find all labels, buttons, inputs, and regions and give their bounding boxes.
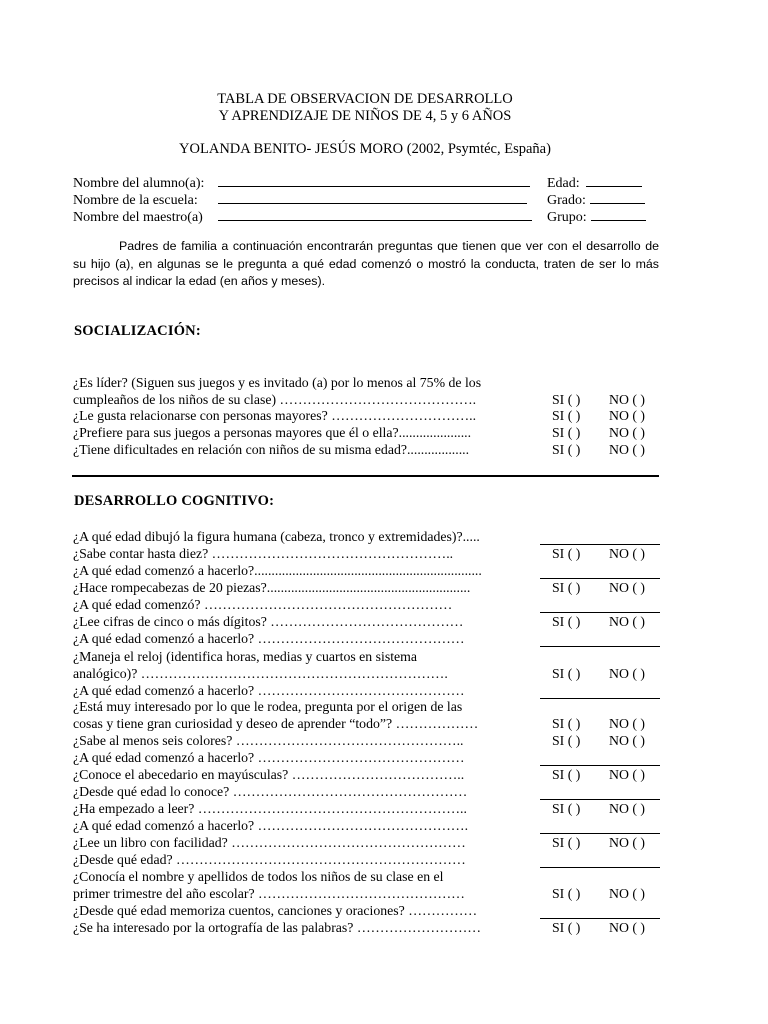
cog-21-si[interactable]: SI ( ) <box>552 920 581 935</box>
group-line[interactable] <box>591 220 646 221</box>
cog-answer-line[interactable] <box>540 698 660 699</box>
cog-question-6: ¿Lee cifras de cinco o más dígitos? …………………………………… <box>73 614 464 629</box>
cog-question-8b: analógico)? …………………………………………………………. <box>73 666 448 681</box>
cog-8-si[interactable]: SI ( ) <box>552 666 581 681</box>
cog-question-13: ¿Conoce el abecedario en mayúsculas? ……………………………….. <box>73 767 465 782</box>
cog-2-si[interactable]: SI ( ) <box>552 546 581 561</box>
cog-answer-line[interactable] <box>540 646 660 647</box>
soc-question-4: ¿Tiene dificultades en relación con niños de su misma edad?.................. <box>73 442 470 457</box>
cog-question-9: ¿A qué edad comenzó a hacerlo? ……………………………………… <box>73 683 465 698</box>
document-authors: YOLANDA BENITO- JESÚS MORO (2002, Psymtéc, España) <box>179 141 551 157</box>
cog-question-17: ¿Lee un libro con facilidad? …………………………………………… <box>73 835 466 850</box>
cog-question-12: ¿A qué edad comenzó a hacerlo? ……………………………………… <box>73 750 465 765</box>
school-name-field[interactable] <box>73 192 527 209</box>
cog-question-10b: cosas y tiene gran curiosidad y deseo de aprender “todo”? ……………… <box>73 716 479 731</box>
age-field[interactable] <box>547 175 642 192</box>
cog-question-11: ¿Sabe al menos seis colores? ………………………………………….. <box>73 733 464 748</box>
cog-question-21: ¿Se ha interesado por la ortografía de las palabras? ……………………… <box>73 920 482 935</box>
cog-question-19b: primer trimestre del año escolar? ……………………………………… <box>73 886 465 901</box>
grade-label: Grado: <box>547 193 586 208</box>
cog-6-si[interactable]: SI ( ) <box>552 614 581 629</box>
grade-line[interactable] <box>590 203 645 204</box>
group-label: Grupo: <box>547 210 587 225</box>
cog-question-1: ¿A qué edad dibujó la figura humana (cabeza, tronco y extremidades)?..... <box>73 529 480 544</box>
soc-3-no[interactable]: NO ( ) <box>609 425 646 440</box>
school-name-line[interactable] <box>218 203 527 204</box>
cog-answer-line[interactable] <box>540 867 660 868</box>
cog-19-si[interactable]: SI ( ) <box>552 886 581 901</box>
cog-17-no[interactable]: NO ( ) <box>609 835 646 850</box>
age-label: Edad: <box>547 176 580 191</box>
cog-question-8a: ¿Maneja el reloj (identifica horas, medias y cuartos en sistema <box>73 649 418 664</box>
soc-4-no[interactable]: NO ( ) <box>609 442 646 457</box>
student-name-label: Nombre del alumno(a): <box>73 176 205 191</box>
cog-21-no[interactable]: NO ( ) <box>609 920 646 935</box>
cog-15-si[interactable]: SI ( ) <box>552 801 581 816</box>
cog-question-4: ¿Hace rompecabezas de 20 piezas?........................................................... <box>73 580 471 595</box>
student-name-line[interactable] <box>218 186 530 187</box>
cog-question-20: ¿Desde qué edad memoriza cuentos, canciones y oraciones? …………… <box>73 903 478 918</box>
soc-3-si[interactable]: SI ( ) <box>552 425 581 440</box>
cog-question-19a: ¿Conocía el nombre y apellidos de todos los niños de su clase en el <box>73 869 444 884</box>
soc-question-1a: ¿Es líder? (Siguen sus juegos y es invitado (a) por lo menos al 75% de los <box>73 375 482 390</box>
cog-8-no[interactable]: NO ( ) <box>609 666 646 681</box>
soc-question-1b: cumpleaños de los niños de su clase) ……………………………………. <box>73 392 477 407</box>
student-name-field[interactable] <box>73 175 530 192</box>
cognitivo-heading: DESARROLLO COGNITIVO: <box>74 493 275 509</box>
soc-2-no[interactable]: NO ( ) <box>609 408 646 423</box>
cog-11-si[interactable]: SI ( ) <box>552 733 581 748</box>
soc-1-si[interactable]: SI ( ) <box>552 392 581 407</box>
cog-question-15: ¿Ha empezado a leer? ………………………………………………….. <box>73 801 467 816</box>
intro-paragraph: Padres de familia a continuación encontrarán preguntas que tienen que ver con el desarrollo de su hijo (a), en algunas se le pregunta a qué edad comenzó o mostró la conducta, traten de ser lo más precisos al indicar la edad (en años y meses). <box>73 239 659 288</box>
cog-question-10a: ¿Está muy interesado por lo que le rodea, pregunta por el origen de las <box>73 699 463 714</box>
cog-13-no[interactable]: NO ( ) <box>609 767 646 782</box>
cog-question-16: ¿A qué edad comenzó a hacerlo? ………………………………………. <box>73 818 469 833</box>
cog-17-si[interactable]: SI ( ) <box>552 835 581 850</box>
cog-question-3: ¿A qué edad comenzó a hacerlo?.................................................................. <box>73 563 482 578</box>
cog-13-si[interactable]: SI ( ) <box>552 767 581 782</box>
soc-question-2: ¿Le gusta relacionarse con personas mayores? ………………………….. <box>73 408 477 423</box>
teacher-name-field[interactable] <box>73 209 532 226</box>
cog-4-no[interactable]: NO ( ) <box>609 580 646 595</box>
group-field[interactable] <box>547 209 646 226</box>
cog-question-14: ¿Desde qué edad lo conoce? …………………………………………… <box>73 784 468 799</box>
soc-4-si[interactable]: SI ( ) <box>552 442 581 457</box>
cog-11-no[interactable]: NO ( ) <box>609 733 646 748</box>
cog-question-2: ¿Sabe contar hasta diez? …………………………………………….. <box>73 546 454 561</box>
section-divider <box>72 475 659 477</box>
age-line[interactable] <box>586 186 642 187</box>
cog-question-7: ¿A qué edad comenzó a hacerlo? ……………………………………… <box>73 631 465 646</box>
teacher-name-label: Nombre del maestro(a) <box>73 210 203 225</box>
soc-2-si[interactable]: SI ( ) <box>552 408 581 423</box>
cog-4-si[interactable]: SI ( ) <box>552 580 581 595</box>
school-name-label: Nombre de la escuela: <box>73 193 198 208</box>
document-title-line1: TABLA DE OBSERVACION DE DESARROLLO <box>217 91 513 107</box>
cog-6-no[interactable]: NO ( ) <box>609 614 646 629</box>
soc-question-3: ¿Prefiere para sus juegos a personas mayores que él o ella?..................... <box>73 425 472 440</box>
cog-question-5: ¿A qué edad comenzó? ……………………………………………… <box>73 597 453 612</box>
teacher-name-line[interactable] <box>218 220 532 221</box>
cog-10-no[interactable]: NO ( ) <box>609 716 646 731</box>
document-title-line2: Y APRENDIZAJE DE NIÑOS DE 4, 5 y 6 AÑOS <box>218 108 512 124</box>
cog-10-si[interactable]: SI ( ) <box>552 716 581 731</box>
cog-15-no[interactable]: NO ( ) <box>609 801 646 816</box>
cog-question-18: ¿Desde qué edad? ……………………………………………………… <box>73 852 466 867</box>
cog-19-no[interactable]: NO ( ) <box>609 886 646 901</box>
socializacion-heading: SOCIALIZACIÓN: <box>74 323 201 339</box>
cog-2-no[interactable]: NO ( ) <box>609 546 646 561</box>
grade-field[interactable] <box>547 192 645 209</box>
soc-1-no[interactable]: NO ( ) <box>609 392 646 407</box>
